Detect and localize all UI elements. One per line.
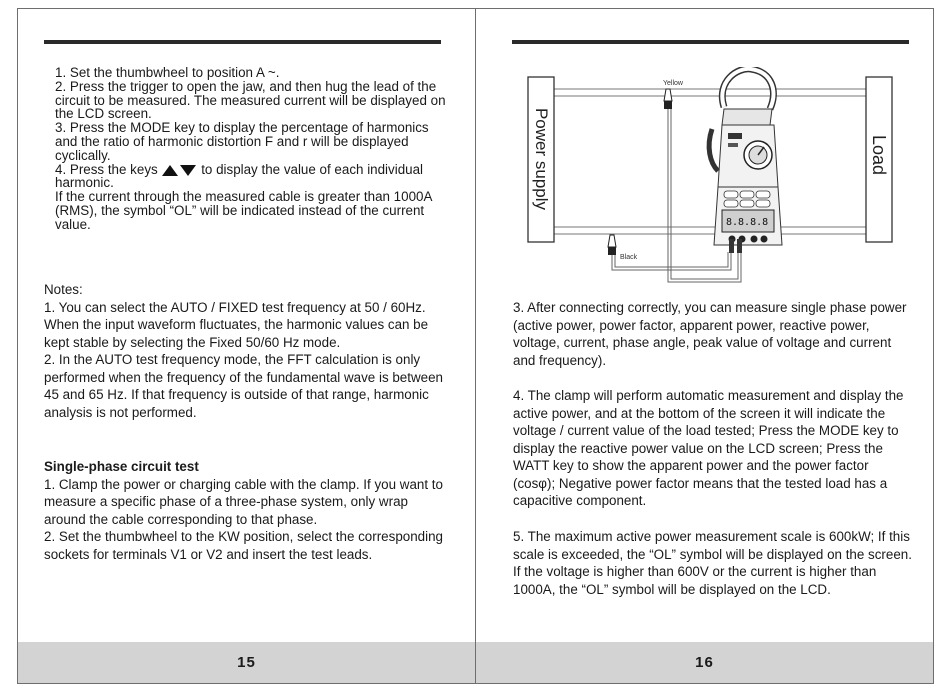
- page-footer: [18, 642, 475, 683]
- header-rule: [512, 40, 909, 44]
- wiring-diagram: [526, 67, 896, 287]
- notes-title: Notes:: [44, 282, 83, 297]
- note-1: 1. You can select the AUTO / FIXED test frequency at 50 / 60Hz. When the input waveform fluctuates, the harmonic values can be kept stable by selecting the Fixed 50/60 Hz mode.: [44, 299, 429, 350]
- notes-section: [44, 281, 448, 421]
- black-clip-icon: [608, 235, 616, 255]
- page-number: 16: [695, 654, 714, 671]
- paragraph-4-text: 4. The clamp will perform automatic measurement and display the active power, and at the bottom of the screen it will indicate the voltage / current value of the load tested; Press the MODE key to display the reactive power value on the LCD screen; Press the WATT key to show the apparent power and the power factor (cosφ); Negative power factor means that the tested load has a capacitive component.: [513, 388, 904, 508]
- lcd-readout: 8.8.8.8: [726, 217, 769, 228]
- paragraph-3-text: 3. After connecting correctly, you can measure single phase power (active power, power factor, apparent power, reactive power, voltage, current, phase angle, peak value of voltage and current and frequency).: [513, 300, 907, 368]
- page-footer: [476, 642, 933, 683]
- page-number: 15: [237, 654, 256, 671]
- black-label: Black: [620, 254, 638, 261]
- single-phase-section: [44, 458, 448, 563]
- page-15: [17, 8, 476, 684]
- yellow-clip-icon: [664, 89, 672, 109]
- power-supply-label: Power supply: [532, 107, 551, 211]
- section-heading: Single-phase circuit test: [44, 459, 199, 474]
- triangle-down-icon: [180, 165, 196, 176]
- instruction-step-4: [55, 163, 447, 191]
- paragraph-3: [513, 299, 913, 369]
- page-16: [475, 8, 934, 684]
- triangle-up-icon: [162, 165, 178, 176]
- harmonic-instructions: [55, 66, 447, 232]
- header-rule: [44, 40, 441, 44]
- yellow-label: Yellow: [663, 80, 683, 87]
- note-2: 2. In the AUTO test frequency mode, the FFT calculation is only performed when the frequency of the fundamental wave is between 45 and 65 Hz. If that frequency is outside of that range, harmonic analysis is not performed.: [44, 352, 443, 420]
- paragraph-5: [513, 528, 913, 598]
- step-4-prefix: 4. Press the keys: [55, 161, 158, 177]
- section-item-2: 2. Set the thumbwheel to the KW position, select the corresponding sockets for terminals V1 or V2 and insert the test leads.: [44, 529, 443, 562]
- instruction-step-1: 1. Set the thumbwheel to position A ~.: [55, 65, 280, 80]
- instruction-step-3: 3. Press the MODE key to display the percentage of harmonics and the ratio of harmonic distortion F and r will be displayed cyclically.: [55, 120, 429, 163]
- load-label: Load: [869, 134, 889, 176]
- paragraph-4: [513, 387, 913, 510]
- instruction-step-2: 2. Press the trigger to open the jaw, and then hug the lead of the circuit to be measured. The measured current will be displayed on the LCD screen.: [55, 78, 446, 122]
- section-item-1: 1. Clamp the power or charging cable with the clamp. If you want to measure a specific phase of a three-phase system, only wrap around the cable corresponding to that phase.: [44, 476, 443, 527]
- overload-note: If the current through the measured cable is greater than 1000A (RMS), the symbol “OL” will be indicated instead of the current value.: [55, 189, 432, 232]
- step-4-suffix: to display the value of each individual harmonic.: [55, 161, 424, 191]
- paragraph-5-text: 5. The maximum active power measurement scale is 600kW; If this scale is exceeded, the “OL” symbol will be displayed on the screen. If the voltage is higher than 600V or the current is higher than 1000A, the “OL” symbol will be displayed on the LCD.: [513, 529, 912, 597]
